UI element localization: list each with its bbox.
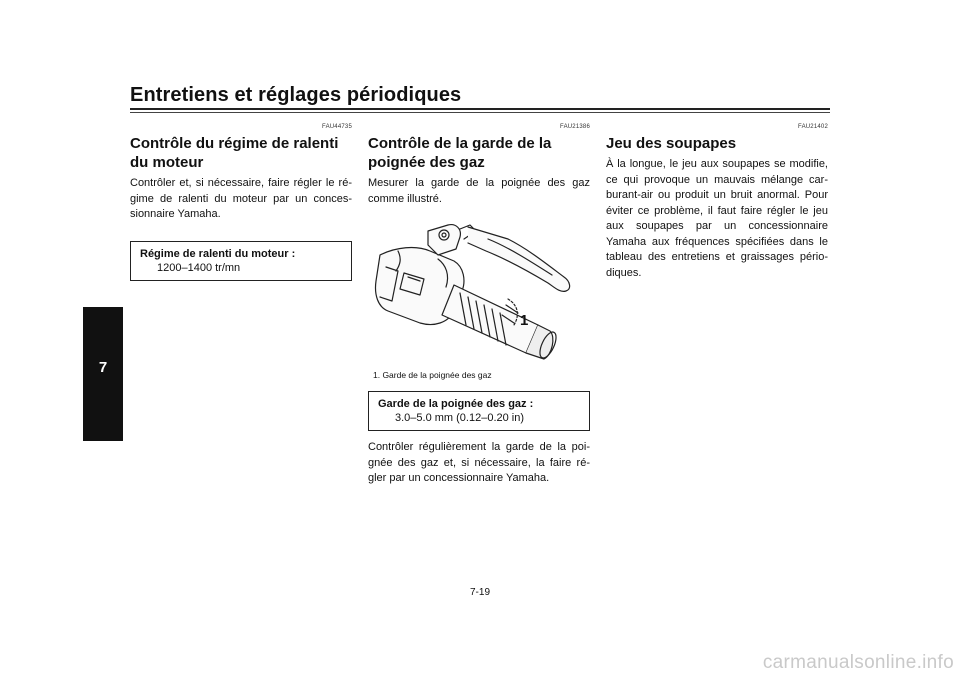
- figure-callout: 1: [520, 312, 529, 329]
- page-title: Entretiens et réglages périodiques: [130, 84, 462, 106]
- section-heading: Contrôle du régime de ralenti du moteur: [130, 135, 339, 171]
- chapter-number: 7: [98, 359, 108, 376]
- figure-caption: 1. Garde de la poignée des gaz: [373, 370, 492, 380]
- section-body: Contrôler et, si nécessaire, faire régler le ré-gime de ralenti du moteur par un conces-sionnaire Yamaha.: [130, 177, 352, 220]
- section-code: FAU21386: [560, 124, 590, 130]
- spec-box: [368, 391, 590, 431]
- spec-value: 1200–1400 tr/mn: [157, 261, 241, 274]
- chapter-tab: [83, 307, 123, 441]
- section-body-2: Contrôler régulièrement la garde de la poi-gnée des gaz et, si nécessaire, la faire ré-gler par un concessionnaire Yamaha.: [368, 441, 590, 484]
- header-rule: [130, 108, 830, 110]
- spec-label: Régime de ralenti du moteur :: [140, 247, 296, 260]
- section-code: FAU21402: [798, 124, 828, 130]
- header-rule-thin: [130, 112, 830, 113]
- watermark: carmanualsonline.info: [762, 652, 954, 673]
- section-code: FAU44735: [322, 124, 352, 130]
- spec-box: [130, 241, 352, 281]
- page-number: 7-19: [469, 587, 490, 598]
- spec-label: Garde de la poignée des gaz :: [378, 398, 534, 410]
- section-valve-clearance: [606, 124, 828, 281]
- section-idle-speed: [130, 124, 352, 281]
- section-body: Mesurer la garde de la poignée des gaz comme illustré.: [368, 177, 590, 205]
- spec-value: 3.0–5.0 mm (0.12–0.20 in): [395, 412, 525, 424]
- section-throttle-play: [368, 124, 590, 487]
- section-body: À la longue, le jeu aux soupapes se modifie, ce qui provoque un mauvais mélange car-burant-air ou produit un bruit anormal. Pour éviter ce problème, il faut faire régler le jeu aux soupapes par un concessionnaire Yamaha aux fréquences spécifiées dans le tableau des entretiens et graissages pério-diques.: [606, 158, 828, 279]
- throttle-grip-drawing: [368, 215, 590, 367]
- throttle-grip-illustration: [368, 215, 590, 367]
- section-heading: Contrôle de la garde de la poignée des gaz: [368, 135, 552, 171]
- section-heading: Jeu des soupapes: [606, 135, 737, 152]
